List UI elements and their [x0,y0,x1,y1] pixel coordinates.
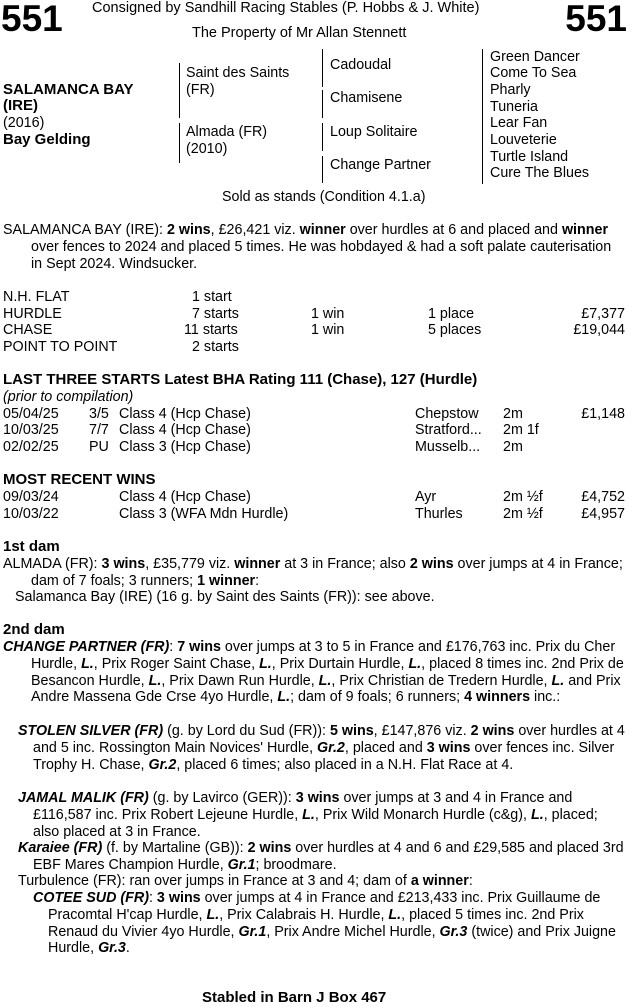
first-dam-progeny: Salamanca Bay (IRE) (16 g. by Saint des Saints (FR)): see above. [15,589,435,605]
second-dam-text: CHANGE PARTNER (FR): 7 wins over jumps at 3 to 5 in France and £176,763 inc. Prix du Cher Hurdle, L., Prix Roger Saint Chase, L., Prix Durtain Hurdle, L., placed 8 times inc. 2nd Prix de Besancon Hurdle, L., Prix Dawn Run Hurdle, L., Prix Christian de Tredern Hurdle, L. and Prix Andre Massena Gde Crse 4yo Hurdle, L.; dam of 9 foals; 6 runners; 4 winners inc.: [3,639,624,706]
sire-country: (FR) [186,82,215,98]
great-grandparent-3: Pharly [490,82,531,98]
win-row: 09/03/24 Class 4 (Hcp Chase) Ayr 2m ½f £4,752 [3,489,625,505]
start-row: 05/04/25 3/5 Class 4 (Hcp Chase) Chepstow 2m £1,148 [3,406,625,422]
record-row: CHASE 11 starts 1 win 5 places £19,044 [3,322,625,338]
horse-country: (IRE) [3,97,38,114]
sale-condition: Sold as stands (Condition 4.1.a) [222,189,426,205]
progeny-stolen-silver: STOLEN SILVER (FR) (g. by Lord du Sud (FR)): 5 wins, £147,876 viz. 2 wins over hurdles at 4 and 5 inc. Rossington Main Novices' Hurdle, Gr.2, placed and 3 wins over fences inc. Silver Trophy H. Chase, Gr.2, placed 6 times; also placed in a N.H. Flat Race at 4. [18,723,625,773]
progeny-cotee-sud: COTEE SUD (FR): 3 wins over jumps at 4 in France and £213,433 inc. Prix Guillaume de Pracomtal H'cap Hurdle, L., Prix Calabrais H. Hurdle, L., placed 5 times inc. 2nd Prix Renaud du Vivier 4yo Hurdle, Gr.1, Prix Andre Michel Hurdle, Gr.3 (twice) and Prix Juigne Hurdle, Gr.3. [33,890,616,957]
sire-name: Saint des Saints [186,65,290,81]
dam-year: (2010) [186,141,228,157]
pedigree-bracket-3 [322,49,323,87]
pedigree-bracket-7 [482,49,483,184]
first-dam-heading: 1st dam [3,538,60,555]
progeny-jamal-malik: JAMAL MALIK (FR) (g. by Lavirco (GER)): 3 wins over jumps at 3 and 4 in France and £116,587 inc. Prix Robert Lejeune Hurdle, L., Prix Wild Monarch Hurdle (c&g), L., placed; also placed at 3 in France. [18,790,598,840]
horse-year: (2016) [3,115,45,131]
pedigree-bracket-5 [322,123,323,151]
start-row: 10/03/25 7/7 Class 4 (Hcp Chase) Stratford... 2m 1f [3,422,539,438]
record-row: POINT TO POINT 2 starts [3,339,239,355]
grandparent-2: Chamisene [330,90,403,106]
great-grandparent-2: Come To Sea [490,65,577,81]
great-grandparent-5: Lear Fan [490,115,548,131]
pedigree-bracket-1 [179,63,180,118]
grandparent-3: Loup Solitaire [330,124,418,140]
horse-description: Bay Gelding [3,131,91,148]
horse-name: SALAMANCA BAY [3,81,134,98]
lot-number-right: 551 [565,0,627,39]
great-grandparent-7: Turtle Island [490,149,569,165]
last-three-note: (prior to compilation) [3,389,134,405]
property-line: The Property of Mr Allan Stennett [192,25,407,41]
pedigree-bracket-6 [322,156,323,183]
record-row: N.H. FLAT 1 start [3,289,232,305]
start-row: 02/02/25 PU Class 3 (Hcp Chase) Musselb... 2m [3,439,523,455]
great-grandparent-4: Tuneria [490,99,538,115]
grandparent-4: Change Partner [330,157,431,173]
race-summary: SALAMANCA BAY (IRE): 2 wins, £26,421 viz. winner over hurdles at 6 and placed and winner over fences to 2024 and placed 5 times. He was hobdayed & had a soft palate cauterisation in Sept 2024. Windsucker. [3,222,612,272]
consignor-line: Consigned by Sandhill Racing Stables (P. Hobbs & J. White) [92,0,480,16]
great-grandparent-1: Green Dancer [490,49,580,65]
first-dam-text: ALMADA (FR): 3 wins, £35,779 viz. winner at 3 in France; also 2 wins over jumps at 4 in France; dam of 7 foals; 3 runners; 1 winner: [3,556,623,589]
last-three-heading: LAST THREE STARTS Latest BHA Rating 111 (Chase), 127 (Hurdle) [3,371,478,388]
second-dam-heading: 2nd dam [3,621,65,638]
pedigree-bracket-4 [322,90,323,118]
lot-number-left: 551 [1,0,63,39]
stabling-footer: Stabled in Barn J Box 467 [202,989,387,1006]
great-grandparent-8: Cure The Blues [490,165,590,181]
recent-wins-heading: MOST RECENT WINS [3,471,156,488]
pedigree-bracket-2 [179,123,180,163]
win-row: 10/03/22 Class 3 (WFA Mdn Hurdle) Thurles 2m ½f £4,957 [3,506,625,522]
dam-name: Almada (FR) [186,124,268,140]
progeny-karaiee: Karaiee (FR) (f. by Martaline (GB)): 2 wins over hurdles at 4 and 6 and £29,585 and placed 3rd EBF Mares Champion Hurdle, Gr.1; broodmare. [18,840,624,873]
progeny-turbulence: Turbulence (FR): ran over jumps in France at 3 and 4; dam of a winner: [18,873,473,889]
grandparent-1: Cadoudal [330,57,392,73]
record-row: HURDLE 7 starts 1 win 1 place £7,377 [3,306,625,322]
great-grandparent-6: Louveterie [490,132,557,148]
